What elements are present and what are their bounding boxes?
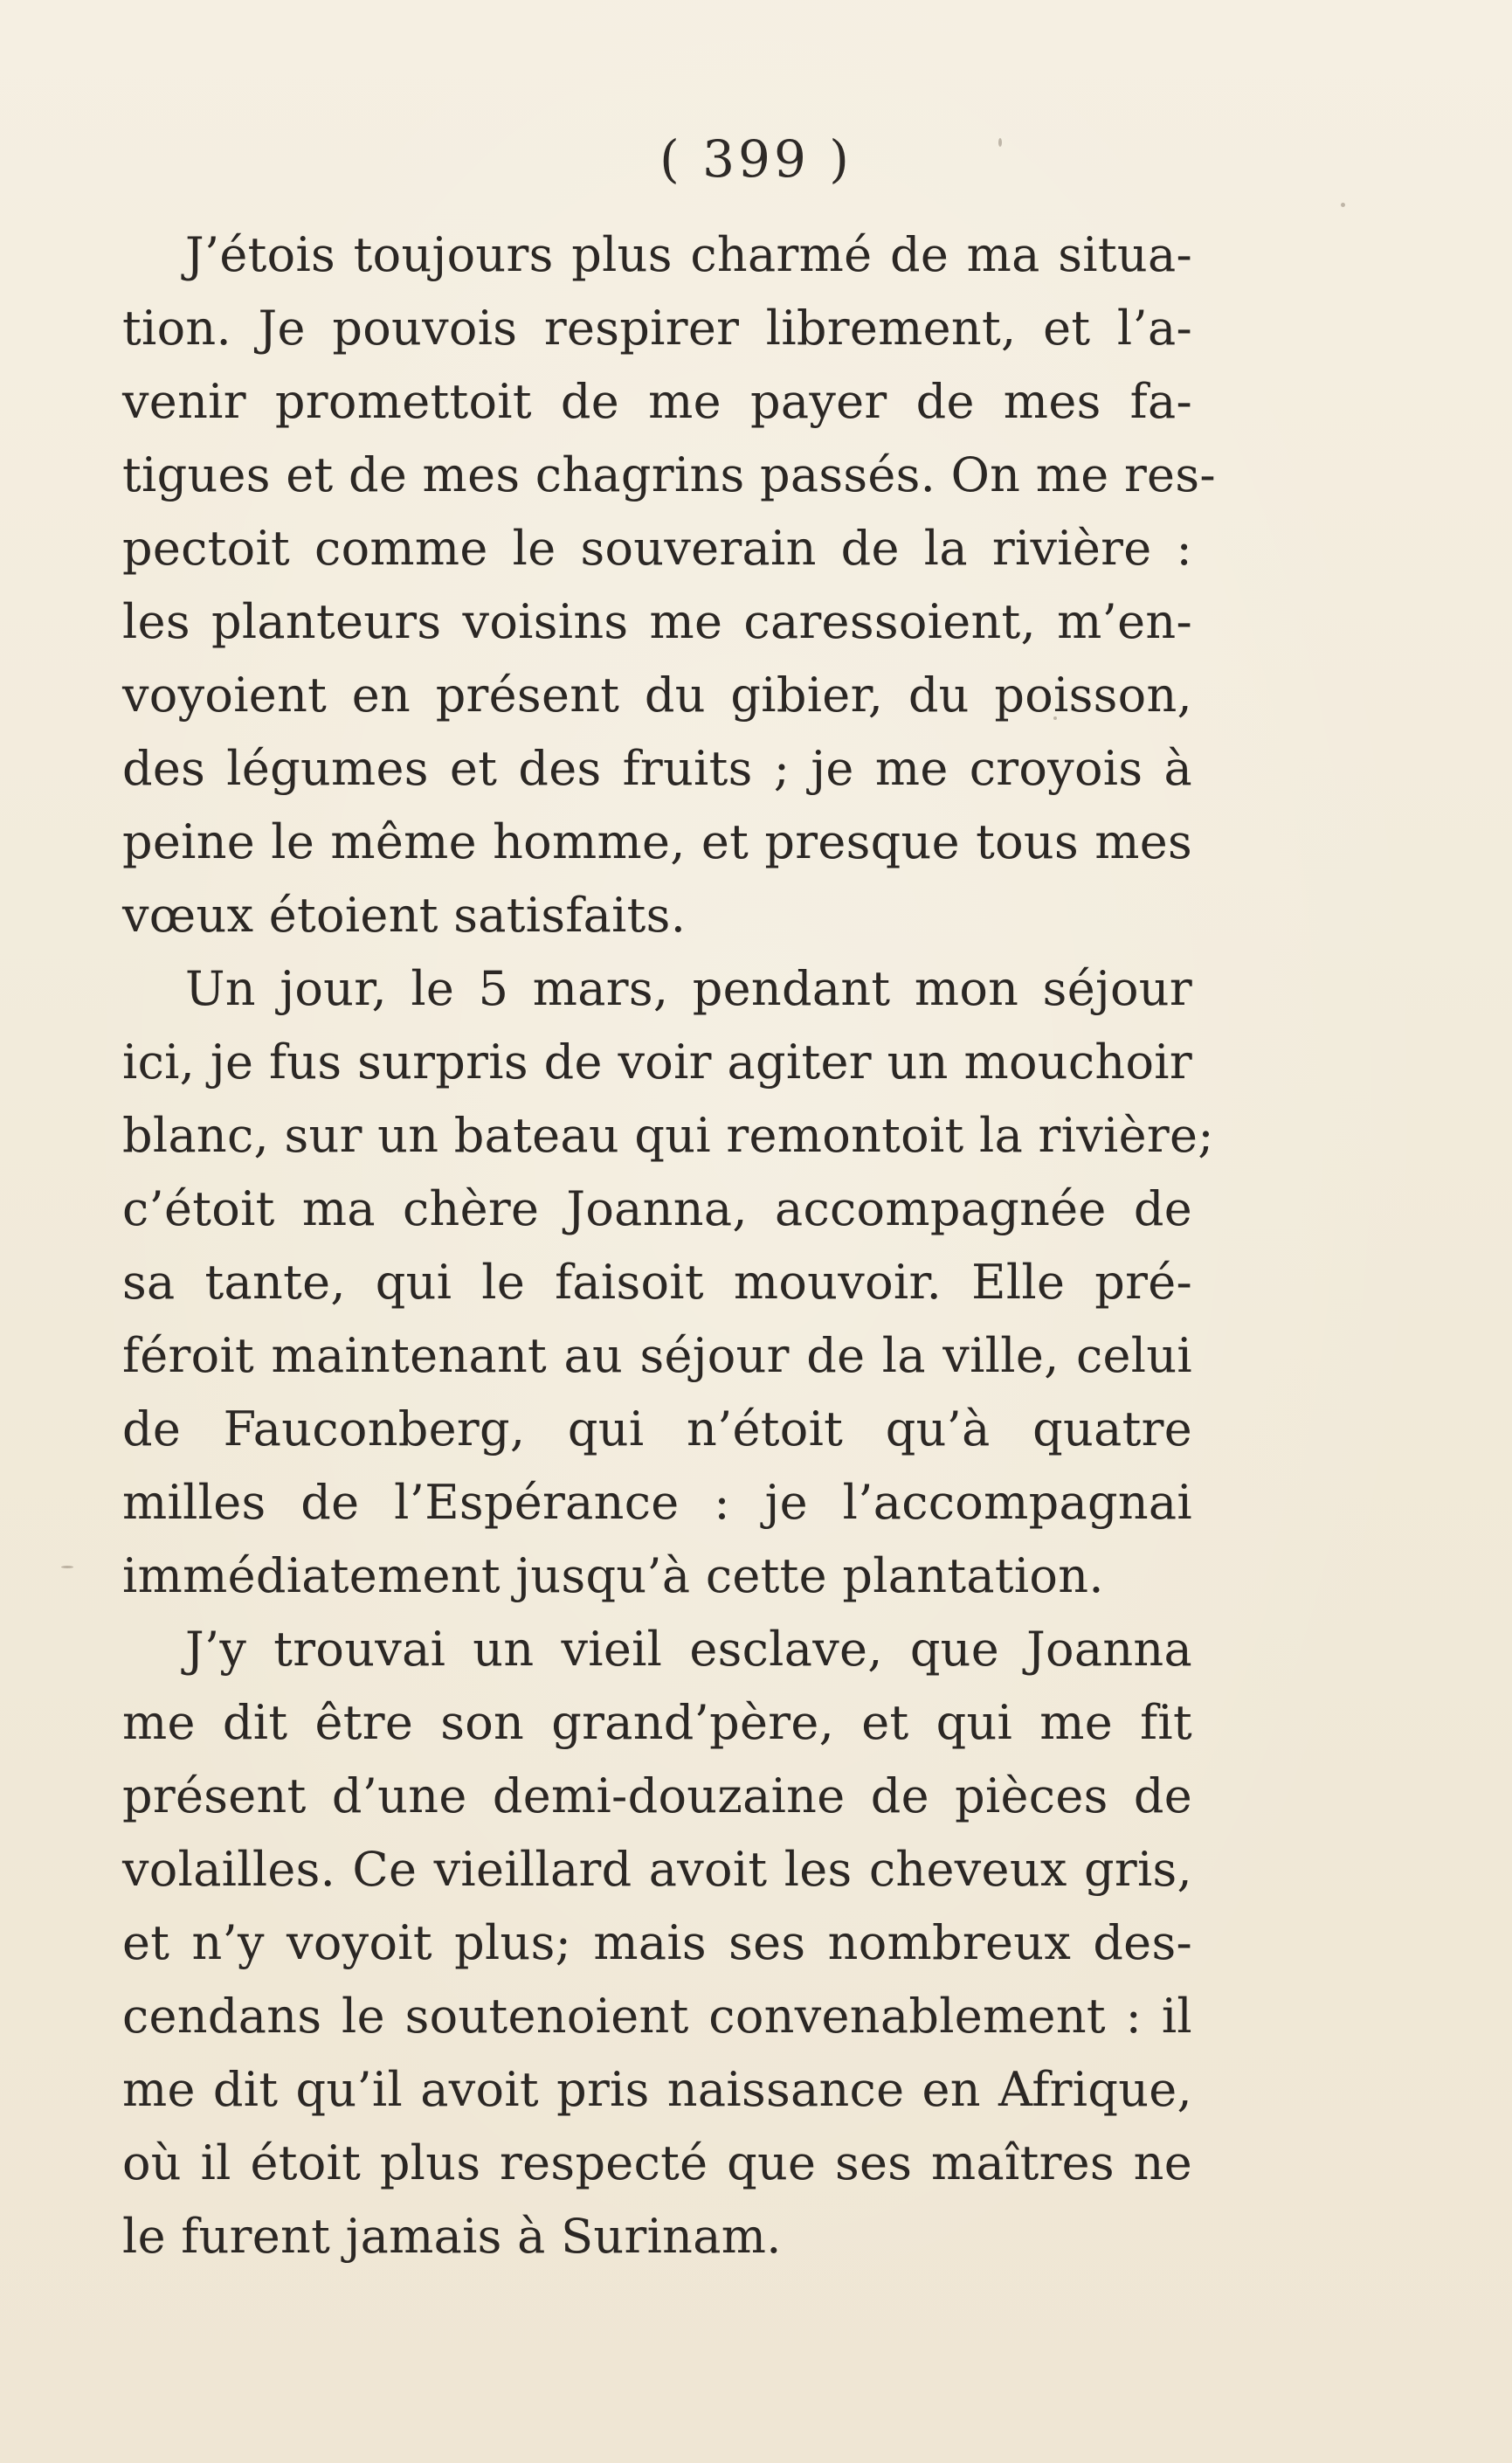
text-line: venir promettoit de me payer de mes fa-	[122, 374, 1192, 429]
text-line: c’étoit ma chère Joanna, accompagnée de	[122, 1181, 1192, 1236]
text-line: féroit maintenant au séjour de la ville, celui	[122, 1328, 1192, 1383]
text-line: milles de l’Espérance : je l’accompagnai	[122, 1475, 1192, 1530]
text-line: de Fauconberg, qui n’étoit qu’à quatre	[122, 1401, 1192, 1456]
text-line: les planteurs voisins me caressoient, m’en-	[122, 594, 1192, 649]
paper-speck	[1341, 203, 1345, 207]
text-line: présent d’une demi-douzaine de pièces de	[122, 1768, 1192, 1823]
paper-speck	[61, 1566, 73, 1568]
text-line: tigues et de mes chagrins passés. On me res-	[122, 447, 1216, 502]
text-line: pectoit comme le souverain de la rivière :	[122, 521, 1192, 576]
text-line: où il étoit plus respecté que ses maîtres ne	[122, 2135, 1192, 2190]
text-line: Un jour, le 5 mars, pendant mon séjour	[185, 961, 1192, 1016]
text-line: J’y trouvai un vieil esclave, que Joanna	[185, 1622, 1192, 1677]
text-line: cendans le soutenoient convenablement : il	[122, 1989, 1192, 2044]
text-line: peine le même homme, et presque tous mes	[122, 814, 1192, 869]
page-number: ( 399 )	[659, 129, 853, 189]
text-line: sa tante, qui le faisoit mouvoir. Elle pré-	[122, 1255, 1192, 1310]
text-line: ici, je fus surpris de voir agiter un mouchoir	[122, 1034, 1192, 1090]
text-line: voyoient en présent du gibier, du poisson,	[122, 668, 1192, 723]
text-line: vœux étoient satisfaits.	[122, 888, 687, 943]
text-line: me dit qu’il avoit pris naissance en Afrique,	[122, 2062, 1192, 2117]
body-text	[122, 218, 1216, 2273]
text-line: blanc, sur un bateau qui remontoit la rivière;	[122, 1108, 1214, 1163]
text-line: des légumes et des fruits ; je me croyois à	[122, 741, 1192, 796]
text-line: le furent jamais à Surinam.	[122, 2209, 782, 2264]
text-line: volailles. Ce vieillard avoit les cheveux gris,	[122, 1842, 1192, 1897]
text-line: et n’y voyoit plus; mais ses nombreux des-	[122, 1915, 1192, 1970]
paper-speck	[1053, 716, 1057, 720]
text-line: tion. Je pouvois respirer librement, et l’a-	[122, 301, 1192, 356]
text-line: me dit être son grand’père, et qui me fit	[122, 1695, 1192, 1750]
text-line: immédiatement jusqu’à cette plantation.	[122, 1548, 1104, 1603]
text-line: J’étois toujours plus charmé de ma situa-	[185, 227, 1192, 282]
paper-speck	[998, 138, 1002, 147]
